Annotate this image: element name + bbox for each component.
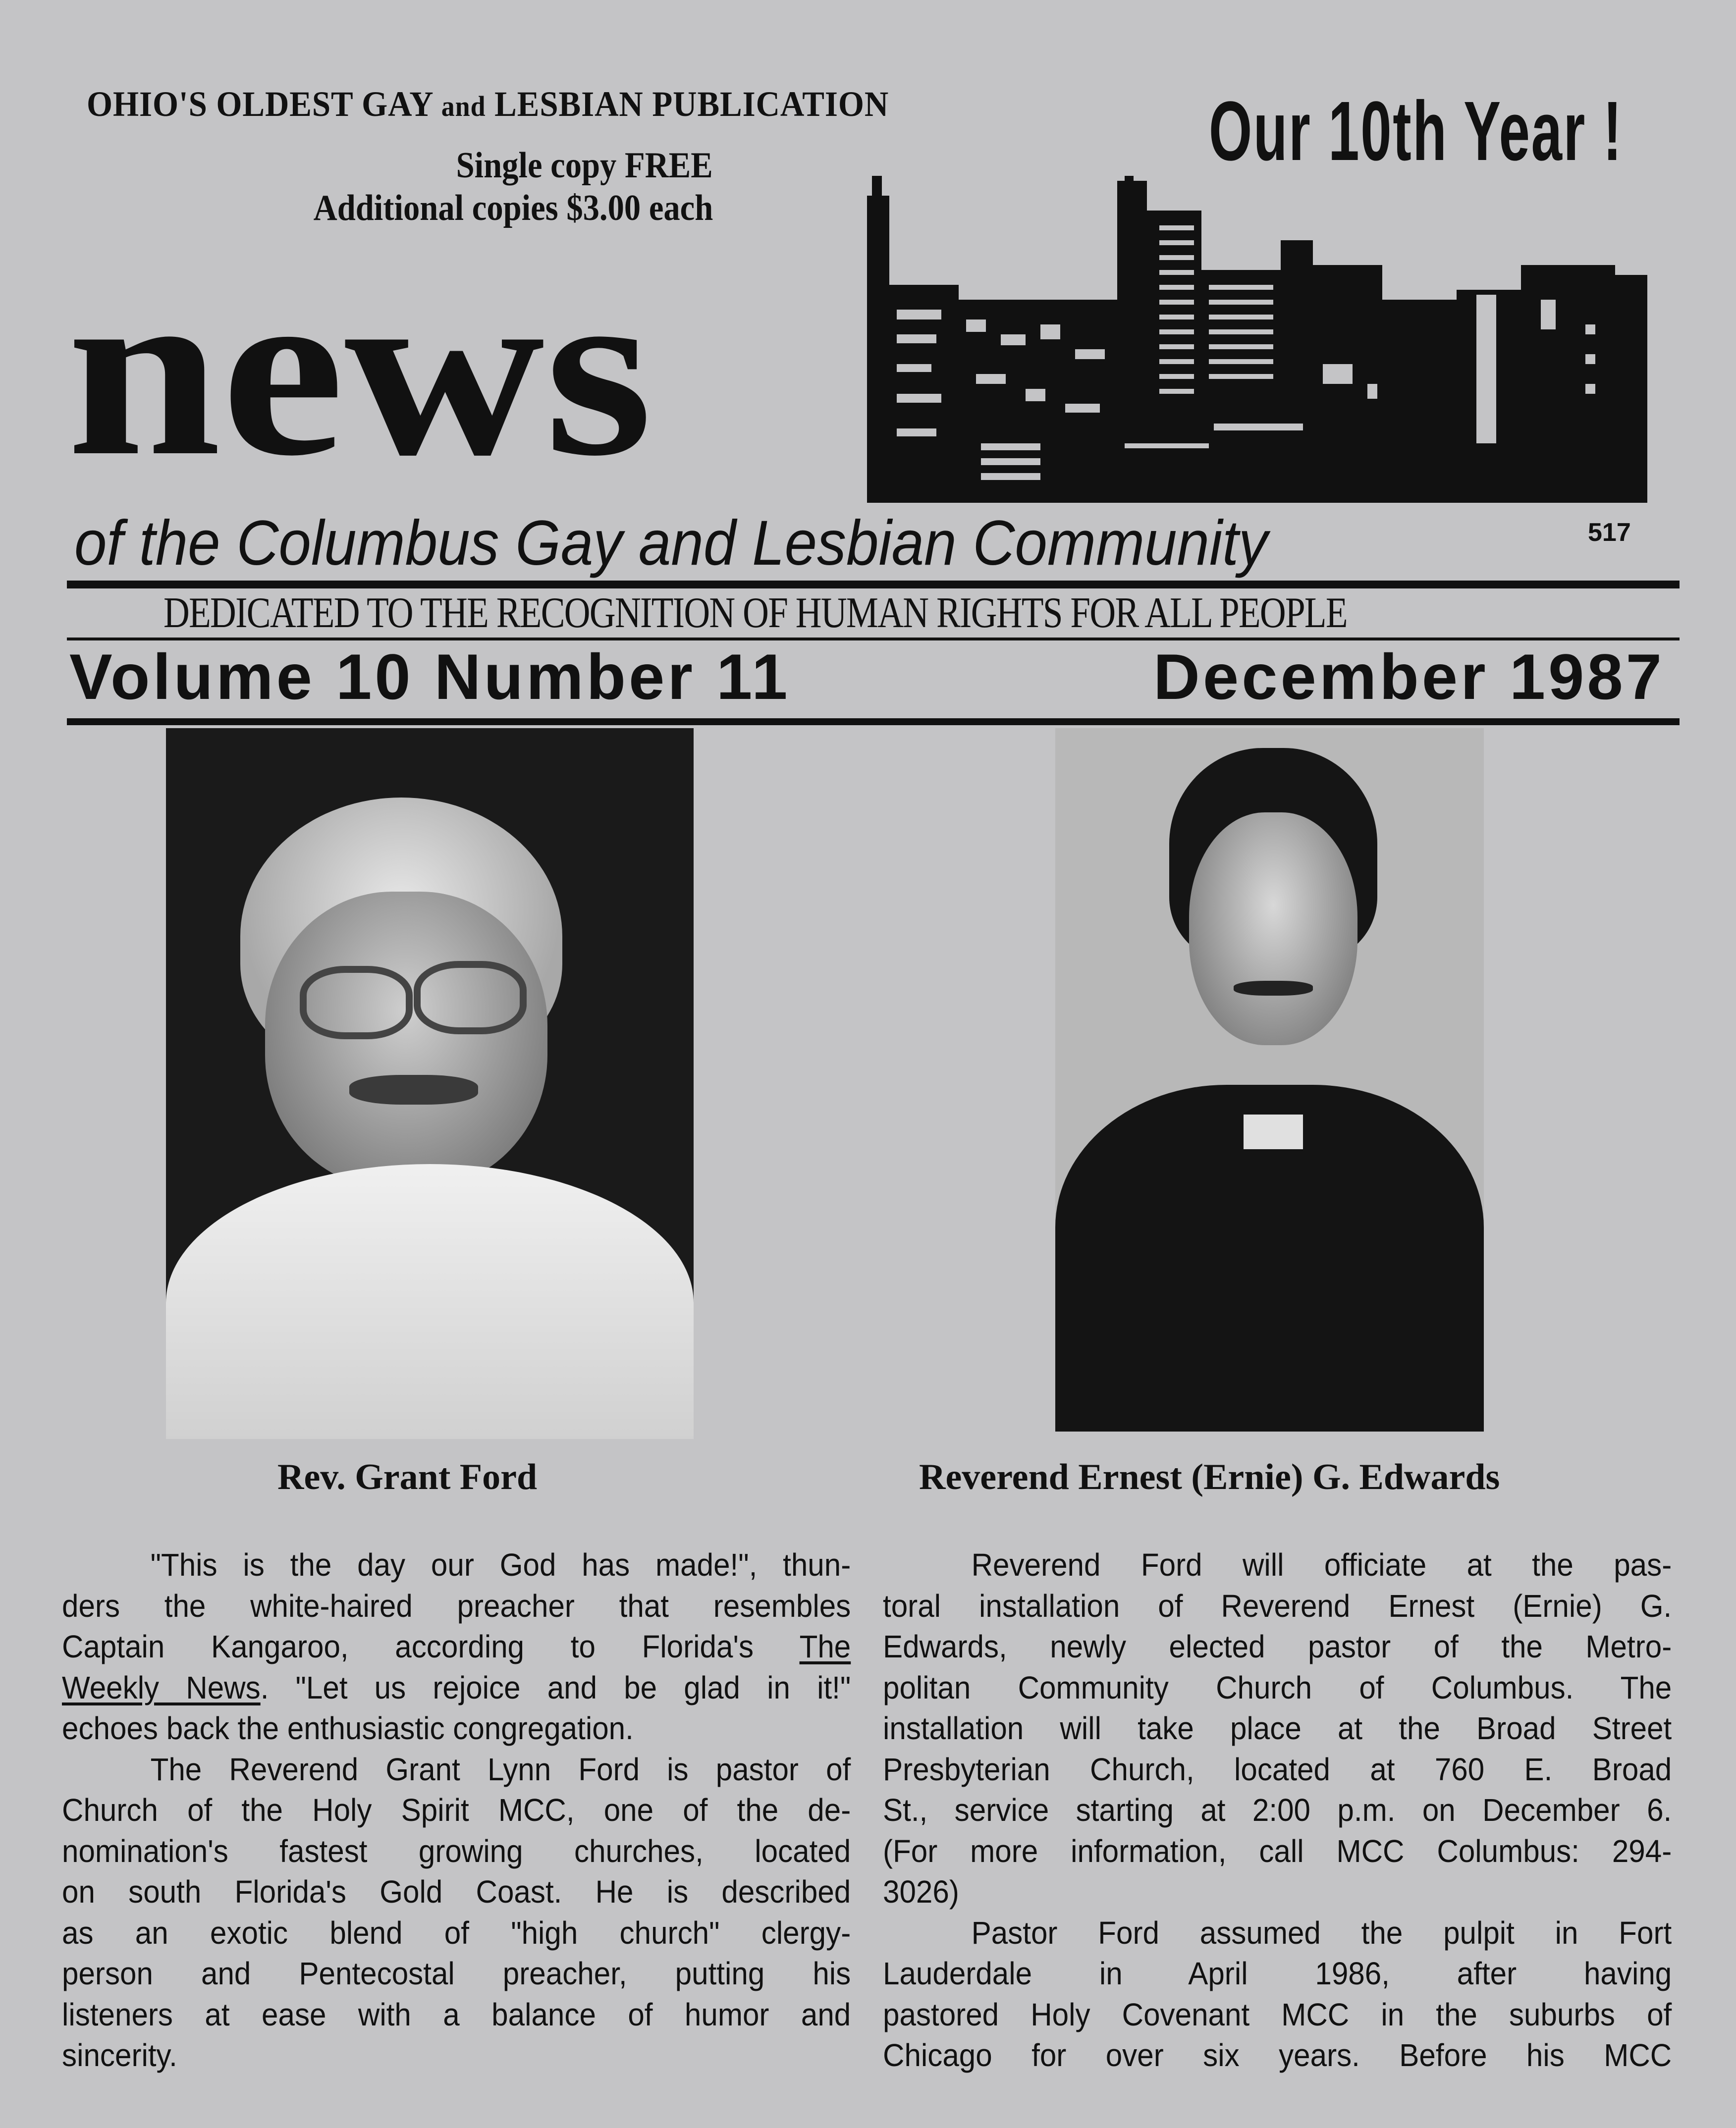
publication-name: Weekly News [62, 1669, 261, 1705]
publication-name: The [799, 1629, 851, 1664]
issue-code: 517 [1588, 518, 1631, 547]
photo-grant-ford [166, 728, 694, 1439]
text-line: (For more information, call MCC Columbus: 294- [883, 1833, 1672, 1869]
text-segment: . "Let us rejoice and be glad in it!" [260, 1669, 851, 1705]
text-line: ders the white-haired preacher that resembles [62, 1588, 851, 1624]
anniversary-banner: Our 10th Year ! [1209, 84, 1623, 178]
text-line: as an exotic blend of "high church" clergy- [62, 1915, 851, 1951]
text-line: The Reverend Grant Lynn Ford is pastor of [150, 1751, 851, 1787]
text-line: toral installation of Reverend Ernest (Ernie) G. [883, 1588, 1672, 1624]
motto: DEDICATED TO THE RECOGNITION OF HUMAN RIGHTS FOR ALL PEOPLE [163, 589, 1347, 637]
text-line: installation will take place at the Broad Street [883, 1710, 1672, 1746]
text-line: St., service starting at 2:00 p.m. on December 6. [883, 1792, 1672, 1828]
text-line: 3026) [883, 1874, 959, 1910]
photo-ernest-edwards [1055, 728, 1484, 1432]
photo-caption-left: Rev. Grant Ford [277, 1457, 538, 1497]
text-line: Reverend Ford will officiate at the pas- [971, 1547, 1672, 1583]
rule-divider [67, 581, 1680, 588]
text-segment: Captain Kangaroo, according to Florida's [62, 1629, 800, 1664]
text-line: pastored Holy Covenant MCC in the suburbs of [883, 1996, 1672, 2032]
text-line: on south Florida's Gold Coast. He is described [62, 1874, 851, 1910]
photo-caption-right: Reverend Ernest (Ernie) G. Edwards [919, 1457, 1500, 1497]
issue-line [69, 641, 1665, 713]
text-line: Edwards, newly elected pastor of the Metro- [883, 1629, 1672, 1664]
skyline-illustration [867, 176, 1655, 503]
text-line: Church of the Holy Spirit MCC, one of the de- [62, 1792, 851, 1828]
price-line-1: Single copy FREE [456, 145, 713, 186]
newspaper-title: news [67, 233, 653, 507]
text-line: Lauderdale in April 1986, after having [883, 1956, 1672, 1991]
text-line: Chicago for over six years. Before his MCC [883, 2037, 1672, 2073]
text-line [62, 1626, 851, 1667]
text-line: "This is the day our God has made!", thun- [150, 1547, 851, 1583]
rule-divider [67, 718, 1680, 725]
newspaper-subtitle: of the Columbus Gay and Lesbian Community [74, 508, 1268, 579]
tagline-part: LESBIAN PUBLICATION [494, 84, 889, 124]
text-line: listeners at ease with a balance of humor and [62, 1996, 851, 2032]
tagline-and: and [441, 90, 486, 122]
tagline-part: OHIO'S OLDEST GAY [87, 84, 433, 124]
issue-date: December 1987 [1153, 640, 1665, 713]
text-line: Pastor Ford assumed the pulpit in Fort [971, 1915, 1672, 1951]
price-line-2: Additional copies $3.00 each [313, 188, 713, 228]
volume-number: Volume 10 Number 11 [69, 640, 791, 713]
text-line: sincerity. [62, 2037, 177, 2073]
article-column-1 [62, 1544, 851, 2076]
text-line: echoes back the enthusiastic congregation. [62, 1710, 634, 1746]
text-line: nomination's fastest growing churches, located [62, 1833, 851, 1869]
masthead-tagline [87, 84, 889, 126]
text-line: Presbyterian Church, located at 760 E. Broad [883, 1751, 1672, 1787]
text-line [62, 1667, 851, 1708]
text-line: person and Pentecostal preacher, putting his [62, 1956, 851, 1991]
text-line: politan Community Church of Columbus. The [883, 1669, 1672, 1705]
article-column-2 [883, 1544, 1672, 2076]
